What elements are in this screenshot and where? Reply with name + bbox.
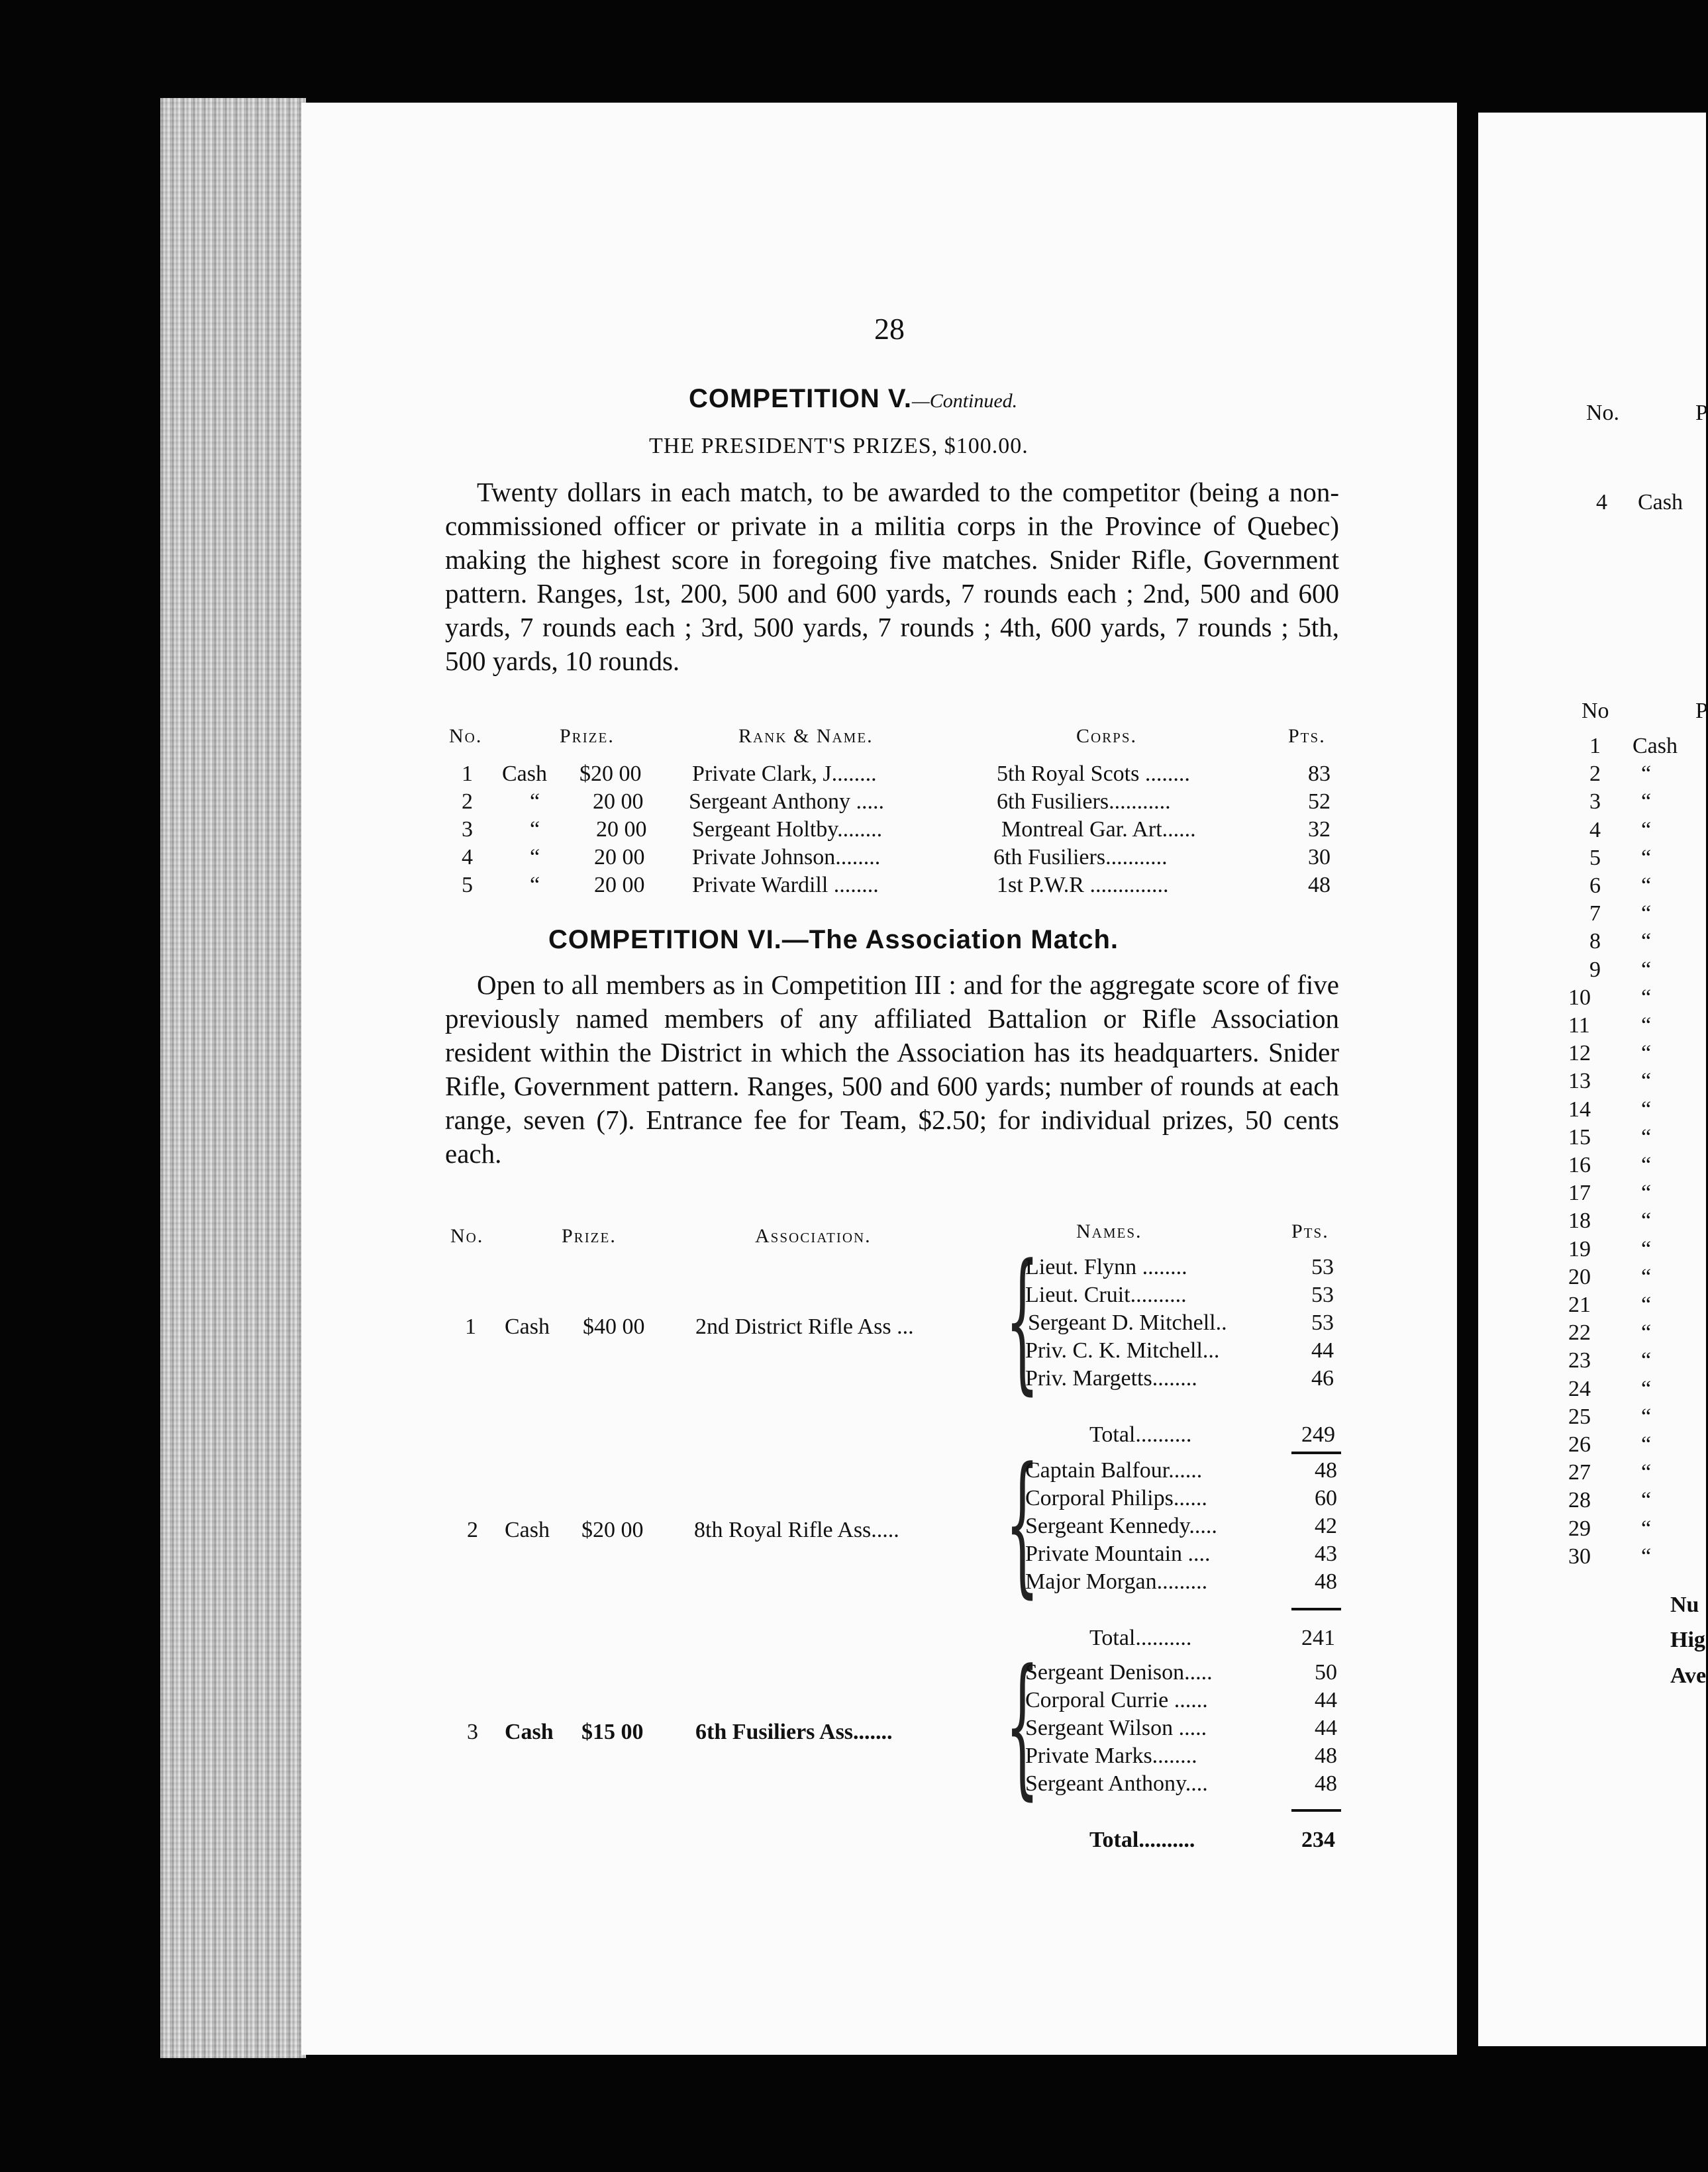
right-header-prize: P bbox=[1695, 401, 1708, 425]
c5-row-prize: $20 00 bbox=[579, 762, 642, 786]
c5-row-no: 2 bbox=[462, 789, 473, 814]
c5-header-no: No. bbox=[449, 725, 483, 747]
member-name: Private Mountain .... bbox=[1025, 1542, 1211, 1566]
competition-5-heading bbox=[689, 384, 1017, 414]
right-row-no: 21 bbox=[1568, 1293, 1591, 1317]
right-row-ditto: “ bbox=[1641, 1124, 1652, 1150]
right-row-no: 5 bbox=[1589, 845, 1601, 870]
member-pts: 48 bbox=[1315, 1744, 1337, 1768]
member-pts: 48 bbox=[1315, 1458, 1337, 1483]
c5-row-pts: 32 bbox=[1308, 817, 1331, 842]
right-row-no: 26 bbox=[1568, 1432, 1591, 1457]
competition-5-title: COMPETITION V. bbox=[689, 384, 913, 413]
right-row-ditto: “ bbox=[1641, 1264, 1652, 1289]
member-pts: 48 bbox=[1315, 1569, 1337, 1594]
c5-row-name: Sergeant Holtby........ bbox=[692, 817, 883, 842]
team-cash: Cash bbox=[505, 1720, 554, 1744]
member-name: Lieut. Cruit.......... bbox=[1025, 1283, 1187, 1307]
right-row-ditto: “ bbox=[1641, 901, 1652, 926]
member-name: Major Morgan......... bbox=[1025, 1569, 1208, 1594]
team-brace: { bbox=[1005, 1232, 1040, 1409]
team-brace: { bbox=[1005, 1436, 1040, 1612]
c5-row-cash: “ bbox=[530, 845, 540, 869]
c5-row-cash: “ bbox=[530, 817, 540, 842]
presidents-prizes-heading: THE PRESIDENT'S PRIZES, $100.00. bbox=[649, 434, 1029, 458]
right-row-ditto: “ bbox=[1641, 1293, 1652, 1317]
member-pts: 48 bbox=[1315, 1771, 1337, 1796]
right-row-no: 19 bbox=[1568, 1236, 1591, 1261]
team-cash: Cash bbox=[505, 1314, 550, 1339]
c5-row-prize: 20 00 bbox=[594, 873, 645, 897]
right-row-no: 10 bbox=[1568, 985, 1591, 1010]
right-row-ditto: “ bbox=[1641, 985, 1652, 1010]
c5-row-prize: 20 00 bbox=[593, 789, 644, 814]
member-pts: 53 bbox=[1311, 1310, 1334, 1335]
right-row-ditto: “ bbox=[1641, 1069, 1652, 1094]
c5-row-no: 5 bbox=[462, 873, 473, 897]
right-row-no: 28 bbox=[1568, 1488, 1591, 1513]
right-row-no: 25 bbox=[1568, 1404, 1591, 1429]
right-row-4-no: 4 bbox=[1596, 490, 1607, 515]
c5-row-name: Private Clark, J........ bbox=[692, 762, 877, 786]
right-row-no: 1 bbox=[1589, 734, 1601, 758]
c5-row-corps: 6th Fusiliers........... bbox=[993, 845, 1168, 869]
right-row-no: 27 bbox=[1568, 1460, 1591, 1485]
right-row-ditto: “ bbox=[1641, 1041, 1652, 1066]
c5-row-no: 3 bbox=[462, 817, 473, 842]
right-footer-1: Nu bbox=[1670, 1593, 1699, 1617]
right-header2-prize: P bbox=[1695, 699, 1708, 723]
right-row-ditto: “ bbox=[1641, 1097, 1652, 1122]
member-name: Lieut. Flynn ........ bbox=[1025, 1255, 1187, 1279]
c5-header-prize: Prize. bbox=[560, 725, 615, 747]
right-row-no: 29 bbox=[1568, 1516, 1591, 1541]
team-cash: Cash bbox=[505, 1518, 550, 1542]
right-row-no: 11 bbox=[1568, 1013, 1590, 1038]
c6-header-no: No. bbox=[450, 1225, 484, 1247]
right-row-ditto: “ bbox=[1641, 1460, 1652, 1485]
right-row-ditto: “ bbox=[1641, 1516, 1652, 1541]
right-row-no: 13 bbox=[1568, 1069, 1591, 1094]
member-pts: 60 bbox=[1315, 1486, 1337, 1510]
page-number: 28 bbox=[874, 312, 905, 346]
right-row-ditto: “ bbox=[1641, 1320, 1652, 1346]
total-rule bbox=[1291, 1809, 1341, 1812]
c5-row-pts: 30 bbox=[1308, 845, 1331, 869]
member-name: Sergeant Kennedy..... bbox=[1025, 1514, 1217, 1538]
team-total-label: Total.......... bbox=[1089, 1626, 1192, 1650]
team-no: 3 bbox=[467, 1720, 478, 1744]
c5-header-corps: Corps. bbox=[1076, 725, 1138, 747]
right-row-ditto: “ bbox=[1641, 762, 1652, 787]
right-row-no: 20 bbox=[1568, 1264, 1591, 1289]
right-row-ditto: “ bbox=[1641, 929, 1652, 954]
team-association: 2nd District Rifle Ass ... bbox=[695, 1314, 914, 1339]
right-row-ditto: “ bbox=[1641, 1236, 1652, 1261]
c5-row-prize: 20 00 bbox=[594, 845, 645, 869]
team-total-label: Total.......... bbox=[1089, 1828, 1195, 1852]
right-row-ditto: “ bbox=[1641, 817, 1652, 842]
right-row-ditto: “ bbox=[1641, 957, 1652, 982]
team-total: 249 bbox=[1301, 1422, 1335, 1447]
right-row-no: 8 bbox=[1589, 929, 1601, 954]
team-no: 1 bbox=[465, 1314, 476, 1339]
right-footer-3: Ave bbox=[1670, 1663, 1707, 1688]
member-name: Corporal Currie ...... bbox=[1025, 1688, 1208, 1712]
c5-row-corps: Montreal Gar. Art...... bbox=[1001, 817, 1196, 842]
c5-row-pts: 52 bbox=[1308, 789, 1331, 814]
right-row-no: 15 bbox=[1568, 1124, 1591, 1150]
member-pts: 53 bbox=[1311, 1283, 1334, 1307]
right-header2-no: No bbox=[1582, 699, 1609, 723]
c5-row-cash: “ bbox=[530, 789, 540, 814]
total-rule bbox=[1291, 1608, 1341, 1610]
member-pts: 44 bbox=[1315, 1716, 1337, 1740]
right-row-no: 30 bbox=[1568, 1544, 1591, 1569]
c5-header-pts: Pts. bbox=[1288, 725, 1326, 747]
c5-row-no: 1 bbox=[462, 762, 473, 786]
right-row-no: 22 bbox=[1568, 1320, 1591, 1346]
right-header-no: No. bbox=[1586, 401, 1620, 425]
member-pts: 50 bbox=[1315, 1660, 1337, 1685]
member-name: Corporal Philips...... bbox=[1025, 1486, 1207, 1510]
right-row-no: 12 bbox=[1568, 1041, 1591, 1066]
c6-header-pts: Pts. bbox=[1291, 1220, 1329, 1242]
team-no: 2 bbox=[467, 1518, 478, 1542]
right-row-no: 17 bbox=[1568, 1181, 1591, 1206]
right-row-no: 3 bbox=[1589, 789, 1601, 814]
c5-row-corps: 5th Royal Scots ........ bbox=[997, 762, 1190, 786]
right-row-ditto: “ bbox=[1641, 1488, 1652, 1513]
team-prize: $20 00 bbox=[581, 1518, 644, 1542]
team-prize: $40 00 bbox=[583, 1314, 645, 1339]
c5-header-rank-name: Rank & Name. bbox=[738, 725, 874, 747]
c5-row-name: Private Johnson........ bbox=[692, 845, 881, 869]
right-row-4-cash: Cash bbox=[1638, 490, 1683, 515]
right-row-ditto: “ bbox=[1641, 1181, 1652, 1206]
right-footer-2: Hig bbox=[1670, 1628, 1705, 1652]
competition-5-description: Twenty dollars in each match, to be awarded to the competitor (being a non-commissioned officer or private in a militia corps in the Province of Quebec) making the highest score in foregoing five matches. Snider Rifle, Government pattern. Ranges, 1st, 200, 500 and 600 yards, 7 rounds each ; 2nd, 500 and 600 yards, 7 rounds each ; 3rd, 500 yards, 7 rounds ; 4th, 600 yards, 7 rounds ; 5th, 500 yards, 10 rounds. bbox=[445, 477, 1339, 676]
right-row-no: 14 bbox=[1568, 1097, 1591, 1122]
c5-row-corps: 1st P.W.R .............. bbox=[997, 873, 1169, 897]
member-pts: 46 bbox=[1311, 1366, 1334, 1391]
member-pts: 42 bbox=[1315, 1514, 1337, 1538]
right-row-no: 4 bbox=[1589, 817, 1601, 842]
right-row-ditto: “ bbox=[1641, 873, 1652, 898]
member-name: Priv. C. K. Mitchell... bbox=[1025, 1338, 1220, 1363]
c5-row-name: Private Wardill ........ bbox=[692, 873, 879, 897]
team-prize: $15 00 bbox=[581, 1720, 644, 1744]
member-pts: 44 bbox=[1311, 1338, 1334, 1363]
member-name: Sergeant D. Mitchell.. bbox=[1028, 1310, 1227, 1335]
team-association: 8th Royal Rifle Ass..... bbox=[694, 1518, 899, 1542]
c5-row-pts: 48 bbox=[1308, 873, 1331, 897]
competition-6-description: Open to all members as in Competition III : and for the aggregate score of five previously named members of any affiliated Battalion or Rifle Association resident within the District in which the Association has its headquarters. Snider Rifle, Government pattern. Ranges, 500 and 600 yards; number of rounds at each range, seven (7). Entrance fee for Team, $2.50; for individual prizes, 50 cents each. bbox=[445, 969, 1339, 1169]
c6-header-names: Names. bbox=[1076, 1220, 1142, 1242]
member-name: Sergeant Wilson ..... bbox=[1025, 1716, 1207, 1740]
c5-row-pts: 83 bbox=[1308, 762, 1331, 786]
team-total: 234 bbox=[1301, 1828, 1335, 1852]
c5-row-prize: 20 00 bbox=[596, 817, 647, 842]
book-page-edges bbox=[160, 98, 306, 2058]
team-brace: { bbox=[1005, 1638, 1040, 1814]
member-name: Private Marks........ bbox=[1025, 1744, 1197, 1768]
competition-5-continued: —Continued. bbox=[912, 390, 1018, 412]
right-row-ditto: “ bbox=[1641, 1348, 1652, 1373]
member-pts: 43 bbox=[1315, 1542, 1337, 1566]
right-row-ditto: “ bbox=[1641, 1013, 1652, 1038]
c5-row-cash: Cash bbox=[502, 762, 547, 786]
right-row-no: 16 bbox=[1568, 1153, 1591, 1177]
c6-header-prize: Prize. bbox=[562, 1225, 617, 1247]
right-row-no: 23 bbox=[1568, 1348, 1591, 1373]
right-row-no: 18 bbox=[1568, 1209, 1591, 1234]
c5-row-name: Sergeant Anthony ..... bbox=[689, 789, 884, 814]
member-pts: 44 bbox=[1315, 1688, 1337, 1712]
member-name: Sergeant Anthony.... bbox=[1025, 1771, 1208, 1796]
total-rule bbox=[1291, 1452, 1341, 1454]
c5-row-corps: 6th Fusiliers........... bbox=[997, 789, 1171, 814]
competition-6-title: COMPETITION VI.—The Association Match. bbox=[548, 925, 1119, 954]
member-name: Captain Balfour...... bbox=[1025, 1458, 1203, 1483]
right-row-ditto: “ bbox=[1641, 789, 1652, 814]
right-row-no: 6 bbox=[1589, 873, 1601, 898]
right-row-no: 7 bbox=[1589, 901, 1601, 926]
right-row-ditto: “ bbox=[1641, 1153, 1652, 1177]
right-row-ditto: “ bbox=[1641, 1209, 1652, 1234]
member-name: Sergeant Denison..... bbox=[1025, 1660, 1213, 1685]
team-total-label: Total.......... bbox=[1089, 1422, 1192, 1447]
right-row-no: 24 bbox=[1568, 1376, 1591, 1401]
c5-row-no: 4 bbox=[462, 845, 473, 869]
member-name: Priv. Margetts........ bbox=[1025, 1366, 1197, 1391]
team-association: 6th Fusiliers Ass....... bbox=[695, 1720, 893, 1744]
right-row-ditto: “ bbox=[1641, 1404, 1652, 1429]
right-row-ditto: “ bbox=[1641, 1432, 1652, 1457]
team-total: 241 bbox=[1301, 1626, 1335, 1650]
right-row-ditto: “ bbox=[1641, 1544, 1652, 1569]
right-row-no: 2 bbox=[1589, 762, 1601, 787]
c6-header-association: Association. bbox=[755, 1225, 872, 1247]
right-row-ditto: “ bbox=[1641, 845, 1652, 870]
c5-row-cash: “ bbox=[530, 873, 540, 897]
right-row-ditto: “ bbox=[1641, 1376, 1652, 1401]
right-row-no: 9 bbox=[1589, 957, 1601, 982]
member-pts: 53 bbox=[1311, 1255, 1334, 1279]
right-first-cash: Cash bbox=[1633, 734, 1678, 758]
